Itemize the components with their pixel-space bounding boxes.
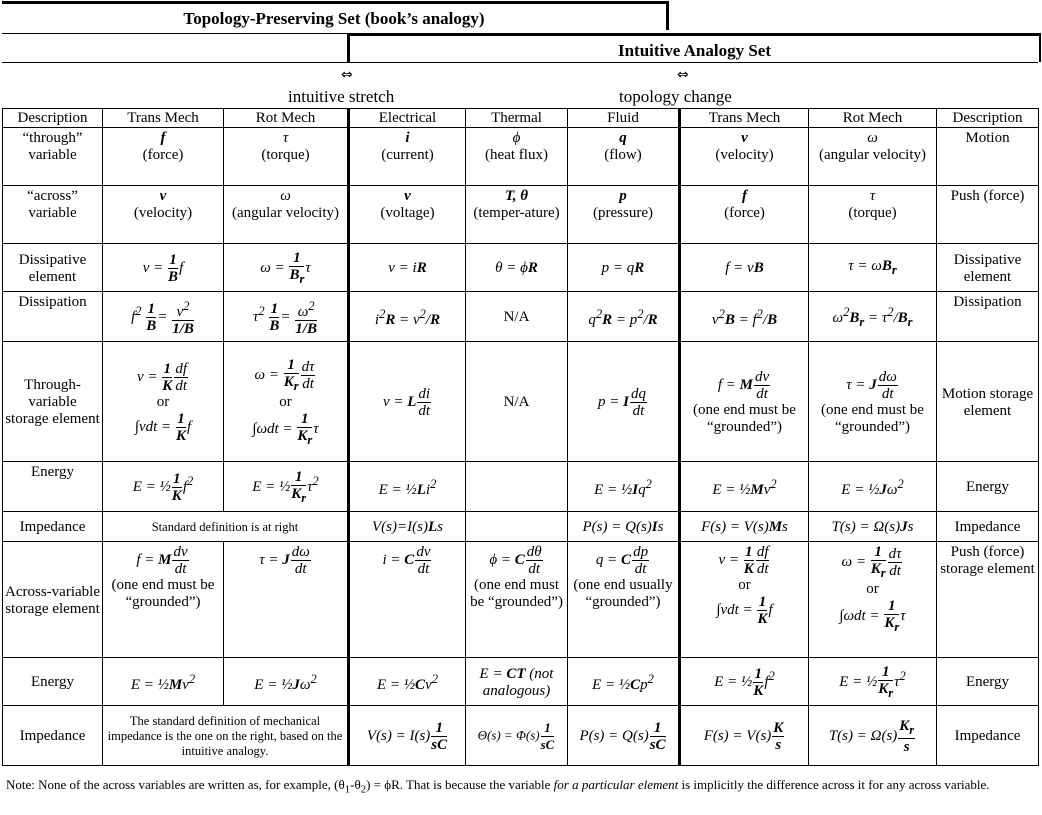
row-label: “through” variable: [3, 128, 103, 186]
table-row: [3, 186, 1039, 244]
divider-line: [2, 62, 1038, 63]
equation-cell: F(s) = V(s) $\frac{K}{s}$: [680, 706, 809, 766]
equation-cell: $E = \frac{1}{2}Cp^2$: [568, 658, 680, 706]
equation-cell: f = vB: [680, 244, 809, 292]
equation-cell: v = $\frac{1}{K}$ $\frac{df}{dt}$ or ∫vdt = $\frac{1}{K}$ f: [103, 342, 224, 462]
col-header: Rot Mech: [809, 109, 937, 128]
row-label: Dissipative element: [3, 244, 103, 292]
standard-definition-note: Standard definition is at right: [103, 512, 349, 542]
cell: f (force): [103, 128, 224, 186]
row-label: Push (force) storage element: [937, 542, 1039, 658]
analogy-table: [2, 108, 1039, 766]
cell: T, θ (temper-ature): [466, 186, 568, 244]
table-row: [3, 706, 1039, 766]
cell: ω (angular velocity): [224, 186, 349, 244]
equation-cell: $i^2R = v^2/R$: [349, 292, 466, 342]
table-row: [3, 128, 1039, 186]
cell: ϕ (heat flux): [466, 128, 568, 186]
table-row: [3, 342, 1039, 462]
table-row: [3, 512, 1039, 542]
equation-cell: v = iR: [349, 244, 466, 292]
cell: ω (angular velocity): [809, 128, 937, 186]
row-label: Push (force): [937, 186, 1039, 244]
col-header: Trans Mech: [680, 109, 809, 128]
table-row: [3, 658, 1039, 706]
equation-cell: $\omega^2B_r = \tau^2/B_r$: [809, 292, 937, 342]
footnote: Note: None of the across variables are written as, for example, $(\theta_1-\theta_2) = \phi R$. That is because the variable for a particular element is implicitly the difference across it for any across variable.: [6, 777, 990, 796]
equation-cell: v = $\frac{1}{K}$ $\frac{df}{dt}$ or ∫vdt = $\frac{1}{K}$ f: [680, 542, 809, 658]
equation-cell: T(s) = Ω(s) $\frac{K_r}{s}$: [809, 706, 937, 766]
row-label: Energy: [937, 462, 1039, 512]
cell: N/A: [466, 292, 568, 342]
equation-cell: E = CT (not analogous): [466, 658, 568, 706]
equation-cell: $E = \frac{1}{2}J\omega^2$: [809, 462, 937, 512]
equation-cell: $E = \frac{1}{2}Cv^2$: [349, 658, 466, 706]
equation-cell: τ = J $\frac{d\omega}{dt}$: [224, 542, 349, 658]
divider-line: [2, 33, 347, 34]
equation-cell: f = M $\frac{dv}{dt}$ (one end must be “grounded”): [103, 542, 224, 658]
column-header-row: [3, 109, 1039, 128]
equation-cell: $v^2B = f^2/B$: [680, 292, 809, 342]
standard-definition-note: The standard definition of mechanical impedance is the one on the right, based on the intuitive analogy.: [103, 706, 349, 766]
table-row: [3, 292, 1039, 342]
cell: f (force): [680, 186, 809, 244]
equation-cell: F(s) = V(s)Ms: [680, 512, 809, 542]
equation-cell: v = $\frac{1}{B}$ f: [103, 244, 224, 292]
stretch-label: intuitive stretch: [288, 87, 395, 106]
equation-cell: Θ(s) = Φ(s) $\frac{1}{sC}$: [466, 706, 568, 766]
col-header: Fluid: [568, 109, 680, 128]
equation-cell: E = ½ $\frac{1}{K_r}$ $\tau^2$: [809, 658, 937, 706]
equation-cell: $E = \frac{1}{2}Mv^2$: [103, 658, 224, 706]
equation-cell: ω = $\frac{1}{B_r}$ τ: [224, 244, 349, 292]
cell: v (velocity): [680, 128, 809, 186]
cell: v (velocity): [103, 186, 224, 244]
topology-preserving-set-header: Topology-Preserving Set (book’s analogy): [2, 1, 669, 30]
col-header: Electrical: [349, 109, 466, 128]
equation-cell: ω = $\frac{1}{K_r}$ $\frac{d\tau}{dt}$ or ∫ωdt = $\frac{1}{K_r}$ τ: [809, 542, 937, 658]
equation-cell: v = L $\frac{di}{dt}$: [349, 342, 466, 462]
equation-cell: P(s) = Q(s)Is: [568, 512, 680, 542]
equation-cell: q = C $\frac{dp}{dt}$ (one end usually “grounded”): [568, 542, 680, 658]
row-label: Dissipation: [937, 292, 1039, 342]
equation-cell: V(s) = I(s) $\frac{1}{sC}$: [349, 706, 466, 766]
row-label: Impedance: [937, 512, 1039, 542]
row-label: Impedance: [937, 706, 1039, 766]
equation-cell: $E = \frac{1}{2}J\omega^2$: [224, 658, 349, 706]
table-row: [3, 462, 1039, 512]
col-header: Description: [3, 109, 103, 128]
equation-cell: p = I $\frac{dq}{dt}$: [568, 342, 680, 462]
col-header: Description: [937, 109, 1039, 128]
equation-cell: T(s) = Ω(s)Js: [809, 512, 937, 542]
equation-cell: P(s) = Q(s) $\frac{1}{sC}$: [568, 706, 680, 766]
row-label: Dissipative element: [937, 244, 1039, 292]
equation-cell: $f^2$ $\frac{1}{B}$ = $\frac{v^2}{1/B}$: [103, 292, 224, 342]
equation-cell: $q^2R = p^2/R$: [568, 292, 680, 342]
row-label: Through-variable storage element: [3, 342, 103, 462]
row-label: Dissipation: [3, 292, 103, 342]
equation-cell: $E = \frac{1}{2}Li^2$: [349, 462, 466, 512]
equation-cell: E = ½ $\frac{1}{K}$ $f^2$: [680, 658, 809, 706]
row-label: Impedance: [3, 706, 103, 766]
equation-cell: θ = ϕR: [466, 244, 568, 292]
equation-cell: ω = $\frac{1}{K_r}$ $\frac{d\tau}{dt}$ or ∫ωdt = $\frac{1}{K_r}$ τ: [224, 342, 349, 462]
equation-cell: $E = \frac{1}{2}Iq^2$: [568, 462, 680, 512]
cell: p (pressure): [568, 186, 680, 244]
cell: τ (torque): [809, 186, 937, 244]
cell: [466, 462, 568, 512]
table-row: [3, 244, 1039, 292]
row-label: Across-variable storage element: [3, 542, 103, 658]
row-label: Energy: [937, 658, 1039, 706]
cell: q (flow): [568, 128, 680, 186]
equation-cell: ϕ = C $\frac{d\theta}{dt}$ (one end must be “grounded”): [466, 542, 568, 658]
cell: τ (torque): [224, 128, 349, 186]
col-header: Rot Mech: [224, 109, 349, 128]
cell: [466, 512, 568, 542]
double-arrow-icon: ⇔: [341, 67, 353, 83]
row-label: Motion: [937, 128, 1039, 186]
intuitive-analogy-set-header: Intuitive Analogy Set: [347, 33, 1041, 62]
equation-cell: E = ½ $\frac{1}{K}$ $f^2$: [103, 462, 224, 512]
double-arrow-icon: ⇔: [677, 67, 689, 83]
topology-label: topology change: [619, 87, 732, 106]
equation-cell: τ = J $\frac{d\omega}{dt}$ (one end must be “grounded”): [809, 342, 937, 462]
equation-cell: $\tau^2$ $\frac{1}{B}$ = $\frac{\omega^2}{1/B}$: [224, 292, 349, 342]
row-label: “across” variable: [3, 186, 103, 244]
cell: i (current): [349, 128, 466, 186]
row-label: Energy: [3, 462, 103, 512]
row-label: Motion storage element: [937, 342, 1039, 462]
row-label: Energy: [3, 658, 103, 706]
equation-cell: E = ½ $\frac{1}{K_r}$ $\tau^2$: [224, 462, 349, 512]
col-header: Thermal: [466, 109, 568, 128]
equation-cell: p = qR: [568, 244, 680, 292]
row-label: Impedance: [3, 512, 103, 542]
equation-cell: V(s)=I(s)Ls: [349, 512, 466, 542]
cell: v (voltage): [349, 186, 466, 244]
equation-cell: $E = \frac{1}{2}Mv^2$: [680, 462, 809, 512]
cell: N/A: [466, 342, 568, 462]
equation-cell: f = M $\frac{dv}{dt}$ (one end must be “grounded”): [680, 342, 809, 462]
equation-cell: $\tau = \omega B_r$: [809, 244, 937, 292]
equation-cell: i = C $\frac{dv}{dt}$: [349, 542, 466, 658]
table-row: [3, 542, 1039, 658]
col-header: Trans Mech: [103, 109, 224, 128]
